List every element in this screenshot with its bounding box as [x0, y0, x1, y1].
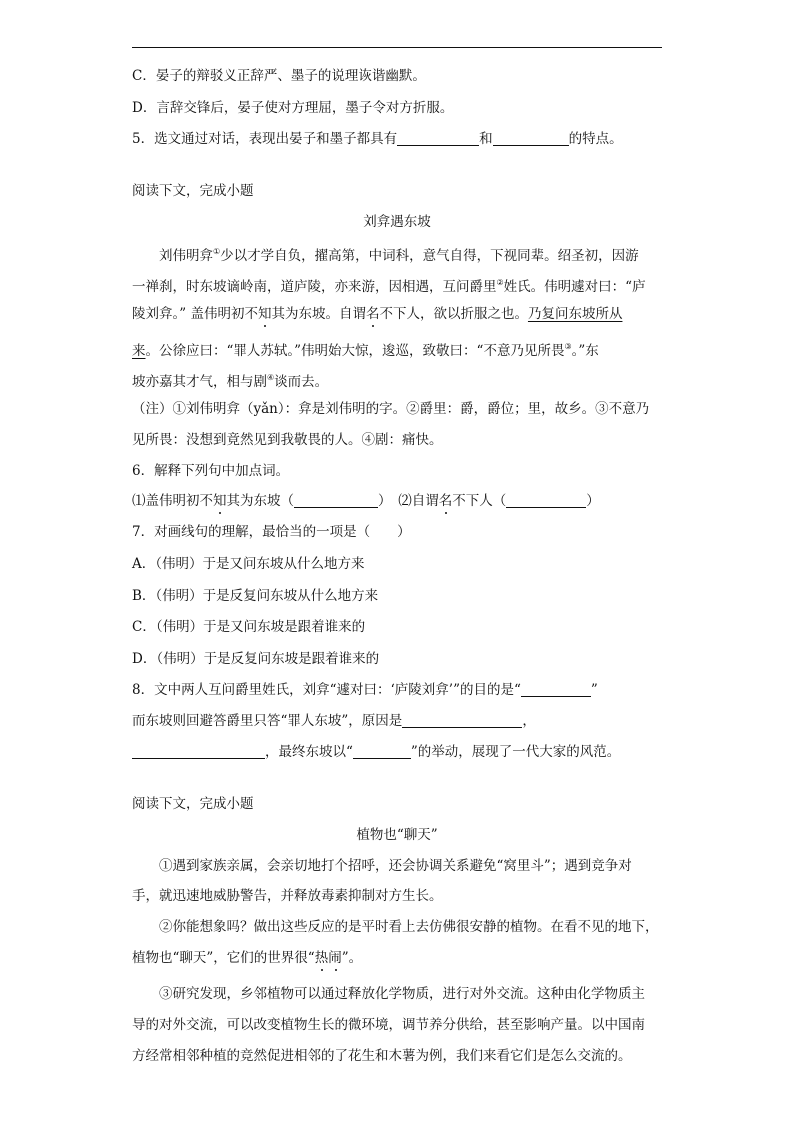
answer-blank[interactable] — [506, 493, 586, 508]
passage1-line: 一禅刹，时东坡谪岭南，道庐陵，亦来游，因相遇，互问爵里②姓氏。伟明遽对曰：“庐 — [132, 278, 646, 295]
underlined-sentence: 乃复问东坡所从 — [527, 306, 623, 322]
q7-option-a[interactable]: A．（伟明）于是又问东坡从什么地方来 — [132, 556, 365, 572]
question-6-items: ⑴盖伟明初不知其为东坡（ ） ⑵自谓名不下人（ ） — [132, 493, 600, 509]
passage1-line: 陵刘弇。” 盖伟明初不知其为东坡。自谓名不下人，欲以折服之也。乃复问东坡所从 — [132, 306, 623, 322]
dotted-word: 名 — [365, 306, 380, 322]
section2-instruction: 阅读下文，完成小题 — [132, 796, 254, 812]
question-6-stem: 6．解释下列句中加点词。 — [132, 463, 290, 479]
q7-option-d[interactable]: D．（伟明）于是反复问东坡是跟着谁来的 — [132, 651, 380, 667]
passage1-title: 刘弇遇东坡 — [363, 214, 431, 230]
answer-blank[interactable] — [294, 493, 378, 508]
passage1-note: （注）①刘伟明弇（yǎn）：弇是刘伟明的字。②爵里：爵，爵位；里，故乡。③不意乃 — [132, 401, 650, 417]
question-8-line: ，最终东坡以“ ”的举动，展现了一代大家的风范。 — [132, 742, 620, 762]
question-5: 5．选文通过对话，表现出晏子和墨子都具有 和 的特点。 — [132, 131, 623, 147]
passage1-note: 见所畏：没想到竟然见到我敬畏的人。④剧：痛快。 — [132, 432, 443, 448]
answer-blank[interactable] — [353, 744, 411, 759]
question-8-line: 8．文中两人互问爵里姓氏，刘弇“遽对曰：‘庐陵刘弇’”的目的是“ ” — [132, 682, 598, 698]
passage2-line: ②你能想象吗？做出这些反应的是平时看上去仿佛很安静的植物。在看不见的地下， — [159, 919, 659, 935]
answer-blank[interactable] — [397, 131, 479, 146]
question-7-stem: 7．对画线句的理解，最恰当的一项是（ ） — [132, 524, 411, 540]
passage1-line: 坡亦嘉其才气，相与剧④谈而去。 — [132, 373, 329, 390]
dotted-word: 热闹 — [314, 950, 342, 966]
passage2-title: 植物也“聊天” — [356, 827, 438, 843]
question-8-line: 而东坡则回避答爵里只答“罪人东坡”，原因是 ， — [132, 713, 536, 729]
underlined-sentence: 来 — [132, 343, 146, 359]
q7-option-c[interactable]: C．（伟明）于是又问东坡是跟着谁来的 — [132, 619, 366, 635]
dotted-word: 知 — [257, 306, 272, 322]
answer-blank[interactable] — [493, 131, 569, 146]
passage2-line: 方经常相邻种植的竞然促进相邻的了花生和木薯为例，我们来看它们是怎么交流的。 — [132, 1048, 632, 1064]
passage2-line: ③研究发现，乡邻植物可以通过释放化学物质，进行对外交流。这种由化学物质主 — [159, 986, 645, 1002]
top-rule — [132, 47, 662, 48]
passage2-line: ①遇到家族亲属，会亲切地打个招呼，还会协调关系避免“窝里斗”；遇到竞争对 — [159, 858, 632, 874]
passage1-line: 来。公徐应曰：“罪人苏轼。”伟明始大惊，逡巡，致敬曰：“不意乃见所畏③。”东 — [132, 342, 599, 359]
answer-blank[interactable] — [132, 744, 265, 759]
section1-instruction: 阅读下文，完成小题 — [132, 183, 254, 199]
q7-option-b[interactable]: B．（伟明）于是反复问东坡从什么地方来 — [132, 588, 379, 604]
q4-option-c: C．晏子的辩驳义正辞严、墨子的说理诙谐幽默。 — [132, 68, 426, 84]
q4-option-d: D．言辞交锋后，晏子使对方理屈，墨子令对方折服。 — [132, 100, 454, 116]
passage2-line: 手，就迅速地威胁警告，并释放毒素抑制对方生长。 — [132, 888, 443, 904]
passage2-line: 植物也“聊天”，它们的世界很“热闹”。 — [132, 950, 363, 966]
passage1-line: 刘伟明弇①少以才学自负，擢高第，中词科，意气自得，下视同辈。绍圣初，因游 — [159, 247, 639, 264]
answer-blank[interactable] — [402, 713, 522, 728]
answer-blank[interactable] — [521, 682, 591, 697]
passage2-line: 导的对外交流，可以改变植物生长的微环境，调节养分供给，甚至影响产量。以中国南 — [132, 1017, 645, 1033]
